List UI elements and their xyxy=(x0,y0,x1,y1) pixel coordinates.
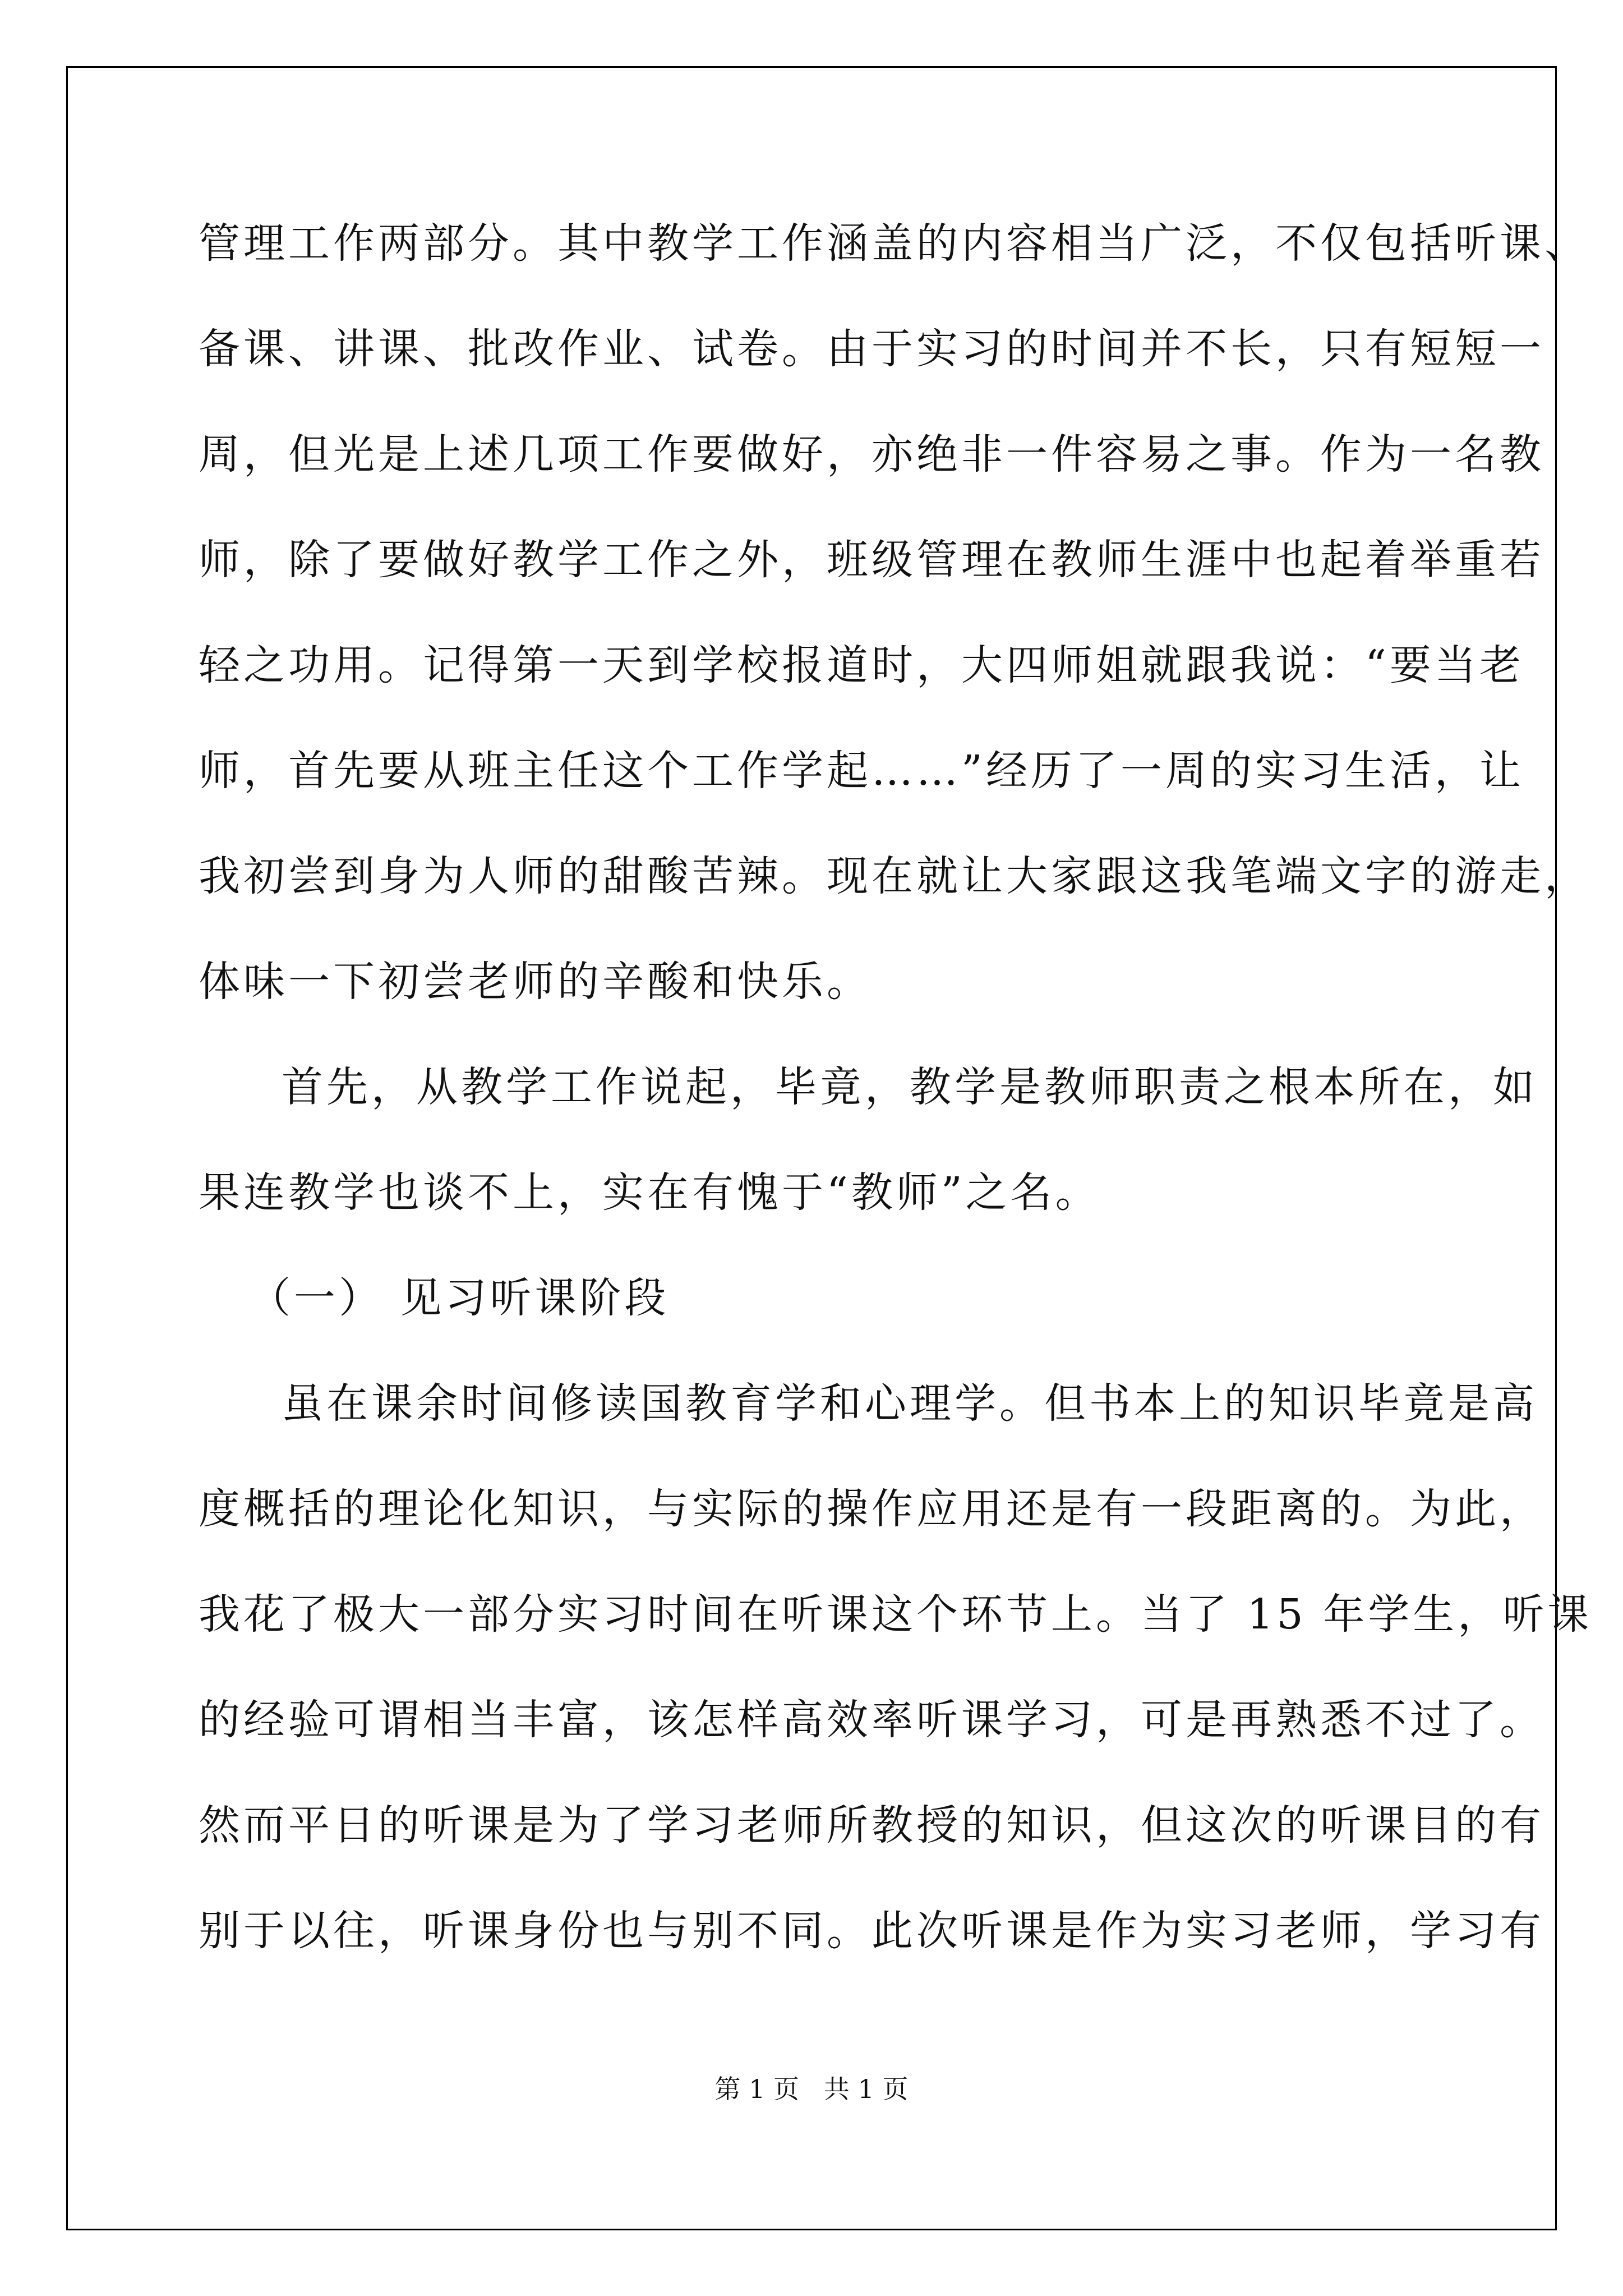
text-line: 轻之功用。记得第一天到学校报道时，大四师姐就跟我说：“要当老 xyxy=(199,641,1524,689)
text-line: 师，首先要从班主任这个工作学起……”经历了一周的实习生活，让 xyxy=(199,747,1524,795)
text-line: 度概括的理论化知识，与实际的操作应用还是有一段距离的。为此， xyxy=(199,1485,1544,1533)
document-body xyxy=(199,191,1593,1984)
text-line: 虽在课余时间修读国教育学和心理学。但书本上的知识毕竟是高 xyxy=(282,1379,1538,1428)
text-line: 周，但光是上述几项工作要做好，亦绝非一件容易之事。作为一名教 xyxy=(199,430,1544,478)
text-line: 管理工作两部分。其中教学工作涵盖的内容相当广泛，不仅包括听课、 xyxy=(199,219,1589,268)
text-line: 我初尝到身为人师的甜酸苦辣。现在就让大家跟这我笔端文字的游走， xyxy=(199,852,1589,900)
text-line: 我花了极大一部分实习时间在听课这个环节上。当了 15 年学生，听课 xyxy=(199,1590,1593,1639)
text-line: 师，除了要做好教学工作之外，班级管理在教师生涯中也起着举重若 xyxy=(199,536,1544,584)
section-heading: （一） 见习听课阶段 xyxy=(249,1274,670,1322)
text-line: 别于以往，听课身份也与别不同。此次听课是作为实习老师，学习有 xyxy=(199,1907,1544,1955)
text-line: 首先，从教学工作说起，毕竟，教学是教师职责之根本所在，如 xyxy=(282,1063,1538,1111)
text-line: 备课、讲课、批改作业、试卷。由于实习的时间并不长，只有短短一 xyxy=(199,325,1544,373)
text-line: 果连教学也谈不上，实在有愧于“教师”之名。 xyxy=(199,1168,1100,1217)
page-number-footer: 第 1 页 共 1 页 xyxy=(714,2074,909,2104)
text-line: 体味一下初尝老师的辛酸和快乐。 xyxy=(199,958,872,1006)
text-line: 然而平日的听课是为了学习老师所教授的知识，但这次的听课目的有 xyxy=(199,1801,1544,1849)
text-line: 的经验可谓相当丰富，该怎样高效率听课学习，可是再熟悉不过了。 xyxy=(199,1696,1544,1744)
